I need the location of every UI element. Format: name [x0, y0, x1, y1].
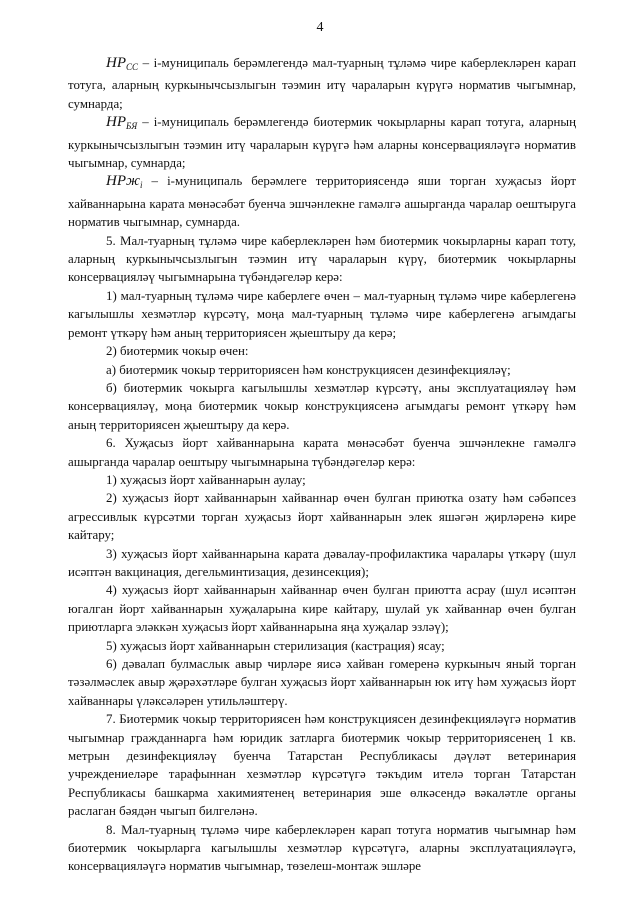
paragraph-text: – i-муниципаль берәмлегендә мал-туарның тұләмә чире каберлекләрен карап тотуга, аларның куркынычсызлыгын тәэмин итү чараларын күрүгә норматив чыгымнар, сумнарда;	[68, 56, 576, 111]
paragraph-5-1: 1) мал-туарның тұләмә чире каберлеге өчен – мал-туарның тұләмә чире каберлегенә кагылышлы хезмәтләр күрсәтү, моңа мал-туарның тұләмә чире каберлегенә агымдагы ремонт үткәрү һәм аның территориясен җыештыру да керә;	[68, 288, 576, 340]
paragraph-5-2b: б) биотермик чокырга кагылышлы хезмәтләр күрсәтү, аны эксплуатацияләү һәм консервацияләү, моңа биотермик чокыр конструкциясенә агымдагы ремонт үткәрү һәм аның территориясен җыештыру да керә.	[68, 380, 576, 432]
paragraph-6-2: 2) хуҗасыз йорт хайваннарын хайваннар өчен булган приютка озату һәм сәбәпсез агрессивлык күрсәтми торган хуҗасыз йорт хайваннарын элек яшәгән җирләренә кире кайтару;	[68, 491, 576, 543]
paragraph-hp-cc	[68, 54, 576, 113]
paragraph-6: 6. Хуҗасыз йорт хайваннарына карата мөнәсәбәт буенча эшчәнлекне гамәлгә ашырганда чаралар оештыру чыгымнарына түбәндәгеләр керә:	[68, 436, 576, 469]
paragraph-7: 7. Биотермик чокыр территориясен һәм конструкциясен дезинфекцияләүгә норматив чыгымнар гражданнарга һәм юридик затларга биотермик чокыр территориясенең 1 кв. метрын дезинфекцияләү буенча Татарстан Республикасы дәүләт ветеринария учреждениеләре тарафыннан хезмәтләр күрсәтүгә тәкъдим ителә торган Татарстан Республикасы башкарма хакимиятенең ветеринария эше өлкәсендә вәкаләтле органы раслаган бәядән чыгып билгеләнә.	[68, 712, 576, 819]
formula-variable: НР	[106, 55, 126, 71]
paragraph-text: – i-муниципаль берәмлегендә биотермик чокырларны карап тотуга, аларның куркынычсызлыгын тәэмин итү чараларын күрүгә һәм аларны консервацияләүгә норматив чыгымнар, сумнарда;	[68, 115, 576, 171]
formula-variable: НРж	[106, 173, 140, 190]
formula-variable: НР	[106, 114, 126, 131]
paragraph-5-2a: а) биотермик чокыр территориясен һәм конструкциясен дезинфекцияләү;	[106, 362, 511, 377]
document-body	[68, 54, 576, 876]
paragraph-5: 5. Мал-туарның тұләмә чире каберлекләрен һәм биотермик чокырларны карап тоту, аларның куркынычсызлыгын тәэмин итү чараларын күрү, биотермик чокырларны консервацияләү чыгымнарына түбәндәгеләр керә:	[68, 233, 576, 285]
formula-subscript: БЯ	[126, 121, 138, 132]
paragraph-6-4: 4) хуҗасыз йорт хайваннарын хайваннар өчен булган приютта асрау (шул исәптән югалган йорт хайваннарын хуҗаларына кире кайтару, шулай ук хайваннар өчен булган приютларга эләккән хуҗасыз йорт хайваннарына яңа хуҗалар эзләү);	[68, 583, 576, 635]
paragraph-6-6: 6) дәвалап булмаслык авыр чирләре яисә хайван гомеренә куркыныч яный торган тәзәлмәслек авыр җәрәхәтләре булган хуҗасыз йорт хайваннарын юк итү һәм хуҗасыз йорт хайваннары үләксәләрен утильләштерү.	[68, 657, 576, 708]
formula-subscript: СС	[126, 62, 139, 72]
page-number: 4	[316, 20, 324, 35]
paragraph-6-5: 5) хуҗасыз йорт хайваннарын стерилизация (кастрация) ясау;	[106, 638, 445, 653]
paragraph-6-1: 1) хуҗасыз йорт хайваннарын аулау;	[106, 472, 306, 487]
paragraph-text: – i-муниципаль берәмлеге территориясендә яши торган хуҗасыз йорт хайваннарына карата мөнәсәбәт буенча эшчәнлекне гамәлгә ашырганда чаралар оештыруга норматив чыгымнар, сумнарда.	[68, 174, 576, 230]
paragraph-8: 8. Мал-туарның тұләмә чире каберлекләрен карап тотуга норматив чыгымнар һәм биотермик чокырларга кагылышлы хезмәтләр күрсәтүгә, аларны эксплуатацияләүгә, консервацияләүгә норматив чыгымнар, төзелеш-монтаж эшләре	[68, 822, 576, 874]
paragraph-hpzh	[68, 172, 576, 231]
paragraph-hp-bya	[68, 113, 576, 172]
paragraph-6-3: 3) хуҗасыз йорт хайваннарына карата дәвалау-профилактика чаралары үткәрү (шул исәптән вакцинация, дегельминтизация, дезинсекция);	[68, 546, 576, 579]
paragraph-5-2: 2) биотермик чокыр өчен:	[106, 344, 249, 359]
formula-subscript: i	[139, 180, 143, 191]
